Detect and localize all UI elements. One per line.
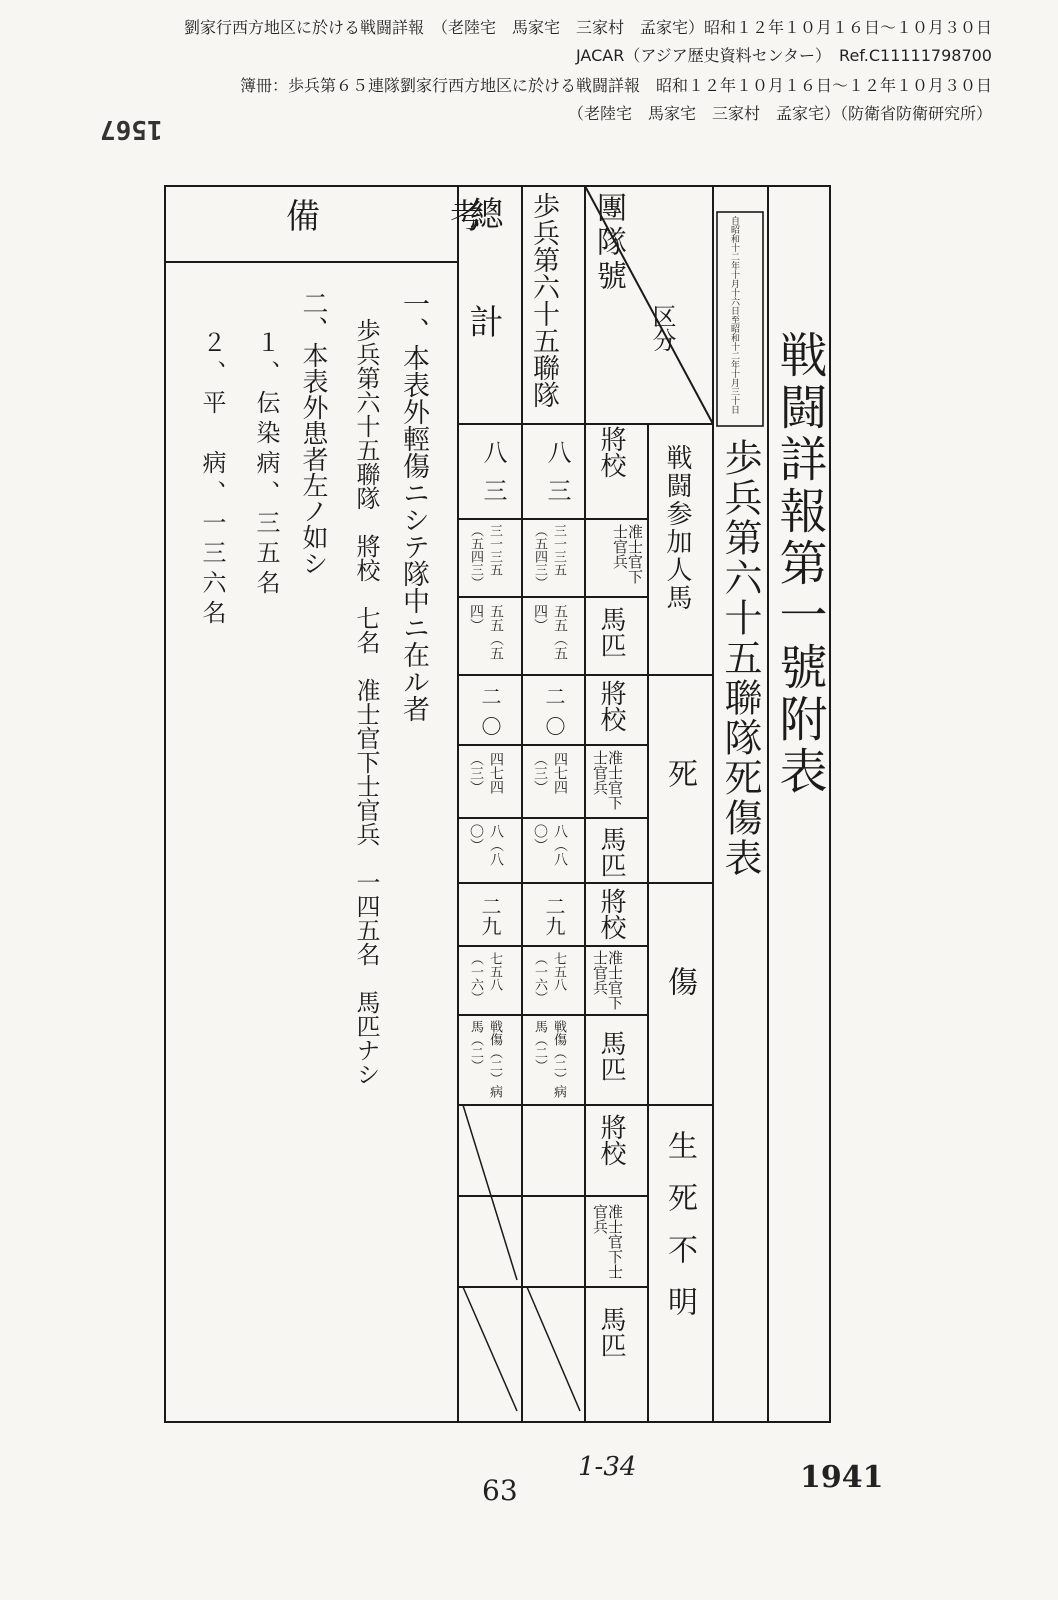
- header-line-3: 簿冊：歩兵第６５連隊劉家行西方地区に於ける戦闘詳報 昭和１２年１０月１６日～１２年１０月３０日: [239, 76, 992, 95]
- date-note: 自昭和十二年十月十六日至昭和十二年十月三十日: [729, 216, 739, 414]
- unit-cell: 八（八〇）: [532, 824, 568, 866]
- remark-line: 二、本表外患者左ノ如シ: [298, 290, 328, 576]
- total-cell: 戦傷（二）病馬（二）: [468, 1020, 502, 1098]
- row-total: 總計: [463, 196, 503, 412]
- total-cell: 二九: [478, 896, 502, 936]
- unit-cell: 五五（五四）: [532, 604, 568, 660]
- subcol-officer-1: 將校: [596, 426, 626, 478]
- subcol-horse-1: 馬匹: [596, 606, 626, 658]
- unit-header: 團隊號: [591, 192, 626, 294]
- document-number: 1941: [800, 1460, 884, 1495]
- group-wounded: 傷: [662, 966, 697, 996]
- corner-label: 区分: [648, 304, 676, 352]
- total-cell: 二〇: [478, 686, 502, 746]
- remark-line: ２、平 病、一三六名: [198, 330, 226, 630]
- remark-line: １、伝染病、三五名: [252, 330, 280, 600]
- group-missing: 生死不明: [662, 1130, 697, 1338]
- header-line-1: 劉家行西方地区に於ける戦闘詳報 （老陸宅 馬家宅 三家村 孟家宅）昭和１２年１０月１６日～１０月３０日: [183, 18, 992, 37]
- remarks-header: 備考: [286, 197, 614, 237]
- header-line-4: （老陸宅 馬家宅 三家村 孟家宅）（防衛省防衛研究所）: [567, 104, 992, 123]
- unit-cell: 四七四（三）: [532, 752, 568, 794]
- remark-line: 一、本表外輕傷ニシテ隊中ニ在ル者: [398, 290, 429, 722]
- doc-subtitle: 歩兵第六十五聯隊死傷表: [718, 438, 762, 878]
- row-unit-name: 歩兵第六十五聯隊: [528, 192, 559, 408]
- subcol-horse-3: 馬匹: [596, 1030, 626, 1082]
- group-killed: 死: [662, 758, 697, 788]
- total-cell: 七五八（一六）: [468, 952, 502, 1004]
- subcol-horse-4: 馬匹: [596, 1306, 626, 1358]
- total-cell: 五五（五四）: [468, 604, 504, 660]
- subcol-officer-2: 將校: [596, 680, 626, 732]
- handwritten-number: 1-34: [578, 1452, 637, 1482]
- unit-cell: 七五八（一六）: [532, 952, 566, 1004]
- unit-cell: 戦傷（二）病馬（二）: [532, 1020, 566, 1098]
- page-number: 63: [482, 1474, 518, 1507]
- unit-cell: 二〇: [542, 686, 566, 746]
- total-cell: 四七四（三）: [468, 752, 504, 794]
- subcol-horse-2: 馬匹: [596, 826, 626, 878]
- subcol-nco-4: 准士官下士官兵: [591, 1204, 624, 1279]
- subcol-officer-4: 將校: [596, 1114, 626, 1166]
- total-cell: 八（八〇）: [468, 824, 504, 866]
- subcol-nco-1: 准士官下士官兵: [611, 524, 644, 584]
- header-line-2: JACAR（アジア歴史資料センター） Ref.C11111798700: [575, 46, 992, 65]
- unit-cell: 二九: [542, 896, 566, 936]
- subcol-nco-3: 准士官下士官兵: [591, 950, 624, 1010]
- group-participants: 戦闘参加人馬: [662, 444, 692, 612]
- subcol-nco-2: 准士官下士官兵: [591, 750, 624, 810]
- stamp-number: 1567: [100, 114, 163, 144]
- total-cell: 八三: [479, 440, 507, 516]
- subcol-officer-3: 將校: [596, 888, 626, 940]
- remark-line: 歩兵第六十五聯隊 將校 七名 准士官下士官兵 一四五名 馬匹ナシ: [352, 318, 380, 1086]
- total-cell: 三一三五（五四三）: [468, 524, 502, 589]
- doc-title: 戦闘詳報第一號附表: [771, 330, 827, 798]
- unit-cell: 八三: [543, 440, 571, 516]
- unit-cell: 三一三五（五四三）: [532, 524, 566, 589]
